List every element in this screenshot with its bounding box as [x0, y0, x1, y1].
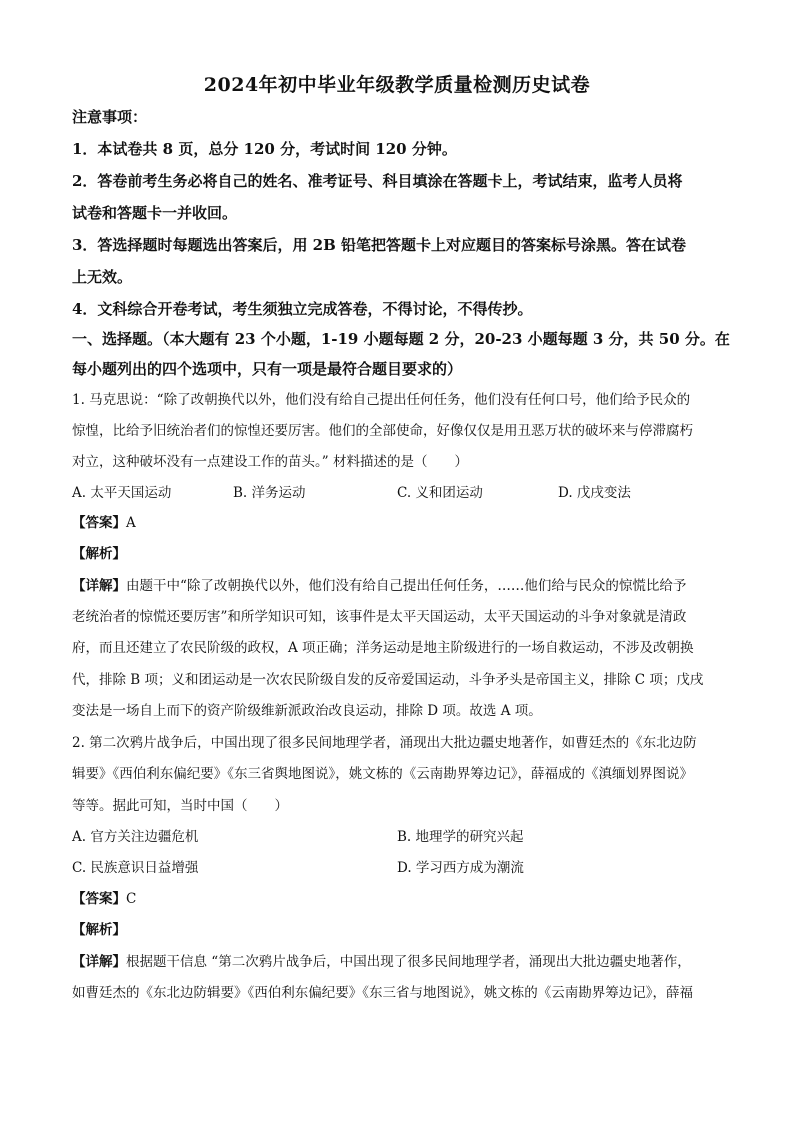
q2-stem-line-2: 辑要》《西伯利东偏纪要》《东三省舆地图说》，姚文栋的《云南勘界筹边记》，薛福成的《滇缅划界图说》 — [72, 766, 693, 782]
q1-answer-tag: 【答案】 — [72, 515, 126, 531]
notice-item-2-cont: 试卷和答题卡一并收回。 — [72, 204, 238, 222]
q2-analysis-tag: 【解析】 — [72, 922, 126, 938]
q1-detail-line-5: 变法是一场自上而下的资产阶级维新派政治改良运动，排除 D 项。故选 A 项。 — [72, 703, 542, 719]
section-heading-cont: 每小题列出的四个选项中，只有一项是最符合题目要求的） — [72, 360, 463, 378]
q1-stem-line-1: 1. 马克思说：“除了改朝换代以外，他们没有给自己提出任何任务，他们没有任何口号，他们给予民众的 — [72, 392, 691, 408]
q1-option-c: C. 义和团运动 — [397, 485, 483, 501]
q2-option-c: C. 民族意识日益增强 — [72, 860, 199, 876]
q2-detail-line-2: 如曹廷杰的《东北边防辑要》《西伯利东偏纪要》《东三省与地图说》，姚文栋的《云南勘界筹边记》，薛福 — [72, 985, 693, 1001]
notice-item-2: 2．答卷前考生务必将自己的姓名、准考证号、科目填涂在答题卡上，考试结束，监考人员将 — [72, 172, 683, 190]
q1-detail-tag: 【详解】 — [72, 578, 126, 594]
q1-stem-line-3: 对立，这种破坏没有一点建设工作的苗头。” 材料描述的是（ ） — [72, 454, 468, 470]
notice-item-4: 4．文科综合开卷考试，考生须独立完成答卷，不得讨论，不得传抄。 — [72, 300, 533, 318]
q1-detail-text: 由题干中“除了改朝换代以外，他们没有给自己提出任何任务，……他们给与民众的惊慌比给予 — [126, 578, 687, 594]
q1-detail-line-2: 老统治者的惊慌还要厉害”和所学知识可知，该事件是太平天国运动，太平天国运动的斗争对象就是清政 — [72, 609, 687, 625]
q2-answer — [72, 889, 722, 909]
q1-option-b: B. 洋务运动 — [233, 485, 306, 501]
q2-answer-value: C — [126, 891, 137, 907]
q1-stem-line-2: 惊惶，比给予旧统治者们的惊惶还要厉害。他们的全部使命，好像仅仅是用丑恶万状的破坏来与停滞腐朽 — [72, 423, 693, 439]
q2-option-b: B. 地理学的研究兴起 — [397, 829, 524, 845]
q1-analysis-tag: 【解析】 — [72, 546, 126, 562]
q2-detail-tag: 【详解】 — [72, 954, 126, 970]
notice-item-3-cont: 上无效。 — [72, 268, 133, 286]
notice-item-1: 1．本试卷共 8 页，总分 120 分，考试时间 120 分钟。 — [72, 140, 457, 158]
page-title: 2024年初中毕业年级教学质量检测历史试卷 — [203, 74, 591, 96]
section-heading: 一、选择题。（本大题有 23 个小题，1-19 小题每题 2 分，20-23 小题每题 3 分，共 50 分。在 — [72, 330, 730, 348]
notice-item-3: 3．答选择题时每题选出答案后，用 2B 铅笔把答题卡上对应题目的答案标号涂黑。答在试卷 — [72, 236, 687, 254]
q2-detail-text: 根据题干信息 “第二次鸦片战争后，中国出现了很多民间地理学者，涌现出大批边疆史地著作， — [126, 954, 691, 970]
q2-option-a: A. 官方关注边疆危机 — [72, 829, 199, 845]
q2-stem-line-1: 2. 第二次鸦片战争后，中国出现了很多民间地理学者，涌现出大批边疆史地著作，如曹廷杰的《东北边防 — [72, 735, 697, 751]
q1-detail-line-1 — [72, 576, 722, 596]
q1-answer-value: A — [126, 515, 136, 531]
q2-option-d: D. 学习西方成为潮流 — [397, 860, 524, 876]
q1-option-d: D. 戊戌变法 — [558, 485, 631, 501]
q1-option-a: A. 太平天国运动 — [72, 485, 172, 501]
notice-heading: 注意事项： — [72, 108, 148, 126]
q1-detail-line-3: 府，而且还建立了农民阶级的政权，A 项正确；洋务运动是地主阶级进行的一场自救运动，不涉及改朝换 — [72, 640, 694, 656]
q1-answer — [72, 513, 722, 533]
q2-answer-tag: 【答案】 — [72, 891, 126, 907]
q2-detail-line-1 — [72, 952, 722, 972]
q2-stem-line-3: 等等。据此可知，当时中国（ ） — [72, 798, 288, 814]
q1-detail-line-4: 代，排除 B 项；义和团运动是一次农民阶级自发的反帝爱国运动，斗争矛头是帝国主义，排除 C 项；戊戌 — [72, 672, 704, 688]
